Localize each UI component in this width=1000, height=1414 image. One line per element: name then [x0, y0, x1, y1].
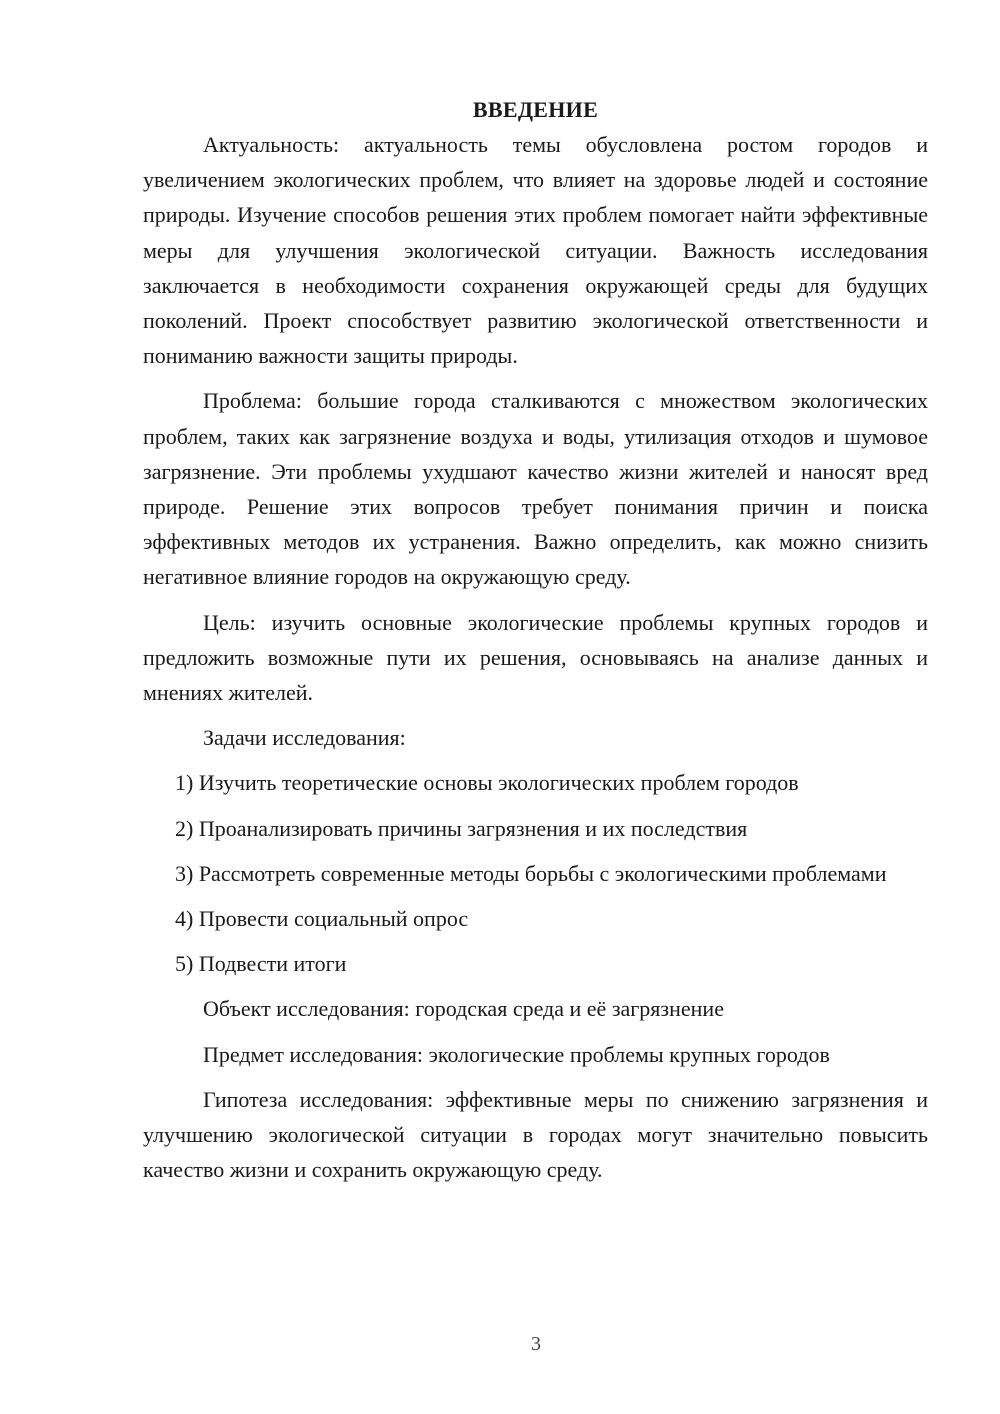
task-item-5: 5) Подвести итоги [175, 951, 347, 977]
page-number: 3 [531, 1333, 541, 1355]
paragraph-relevance: Актуальность: актуальность темы обусловлена ростом городов и увеличением экологических проблем, что влияет на здоровье людей и состояние природы. Изучение способов решения этих проблем помогает найти эффективные меры для улучшения экологической ситуации. Важность исследования заключается в необходимости сохранения окружающей среды для будущих поколений. Проект способствует развитию экологической ответственности и пониманию важности защиты природы. [143, 132, 928, 369]
document-page [143, 92, 928, 1187]
paragraph-hypothesis: Гипотеза исследования: эффективные меры по снижению загрязнения и улучшению экологической ситуации в городах могут значительно повысить качество жизни и сохранить окружающую среду. [143, 1086, 928, 1183]
paragraph-problem: Проблема: большие города сталкиваются с множеством экологических проблем, таких как загрязнение воздуха и воды, утилизация отходов и шумовое загрязнение. Эти проблемы ухудшают качество жизни жителей и наносят вред природе. Решение этих вопросов требует понимания причин и поиска эффективных методов их устранения. Важно определить, как можно снизить негативное влияние городов на окружающую среду. [143, 388, 928, 590]
paragraph-object: Объект исследования: городская среда и её загрязнение [203, 996, 724, 1022]
task-item-4: 4) Провести социальный опрос [175, 906, 469, 932]
task-item-2: 2) Проанализировать причины загрязнения и их последствия [175, 815, 748, 841]
paragraph-tasks-title: Задачи исследования: [203, 725, 406, 751]
task-item-1: 1) Изучить теоретические основы экологических проблем городов [175, 770, 799, 796]
task-item-3: 3) Рассмотреть современные методы борьбы с экологическими проблемами [175, 860, 887, 886]
paragraph-goal: Цель: изучить основные экологические проблемы крупных городов и предложить возможные пути их решения, основываясь на анализе данных и мнениях жителей. [143, 609, 928, 706]
section-heading: ВВЕДЕНИЕ [472, 97, 599, 122]
paragraph-subject: Предмет исследования: экологические проблемы крупных городов [203, 1041, 830, 1067]
